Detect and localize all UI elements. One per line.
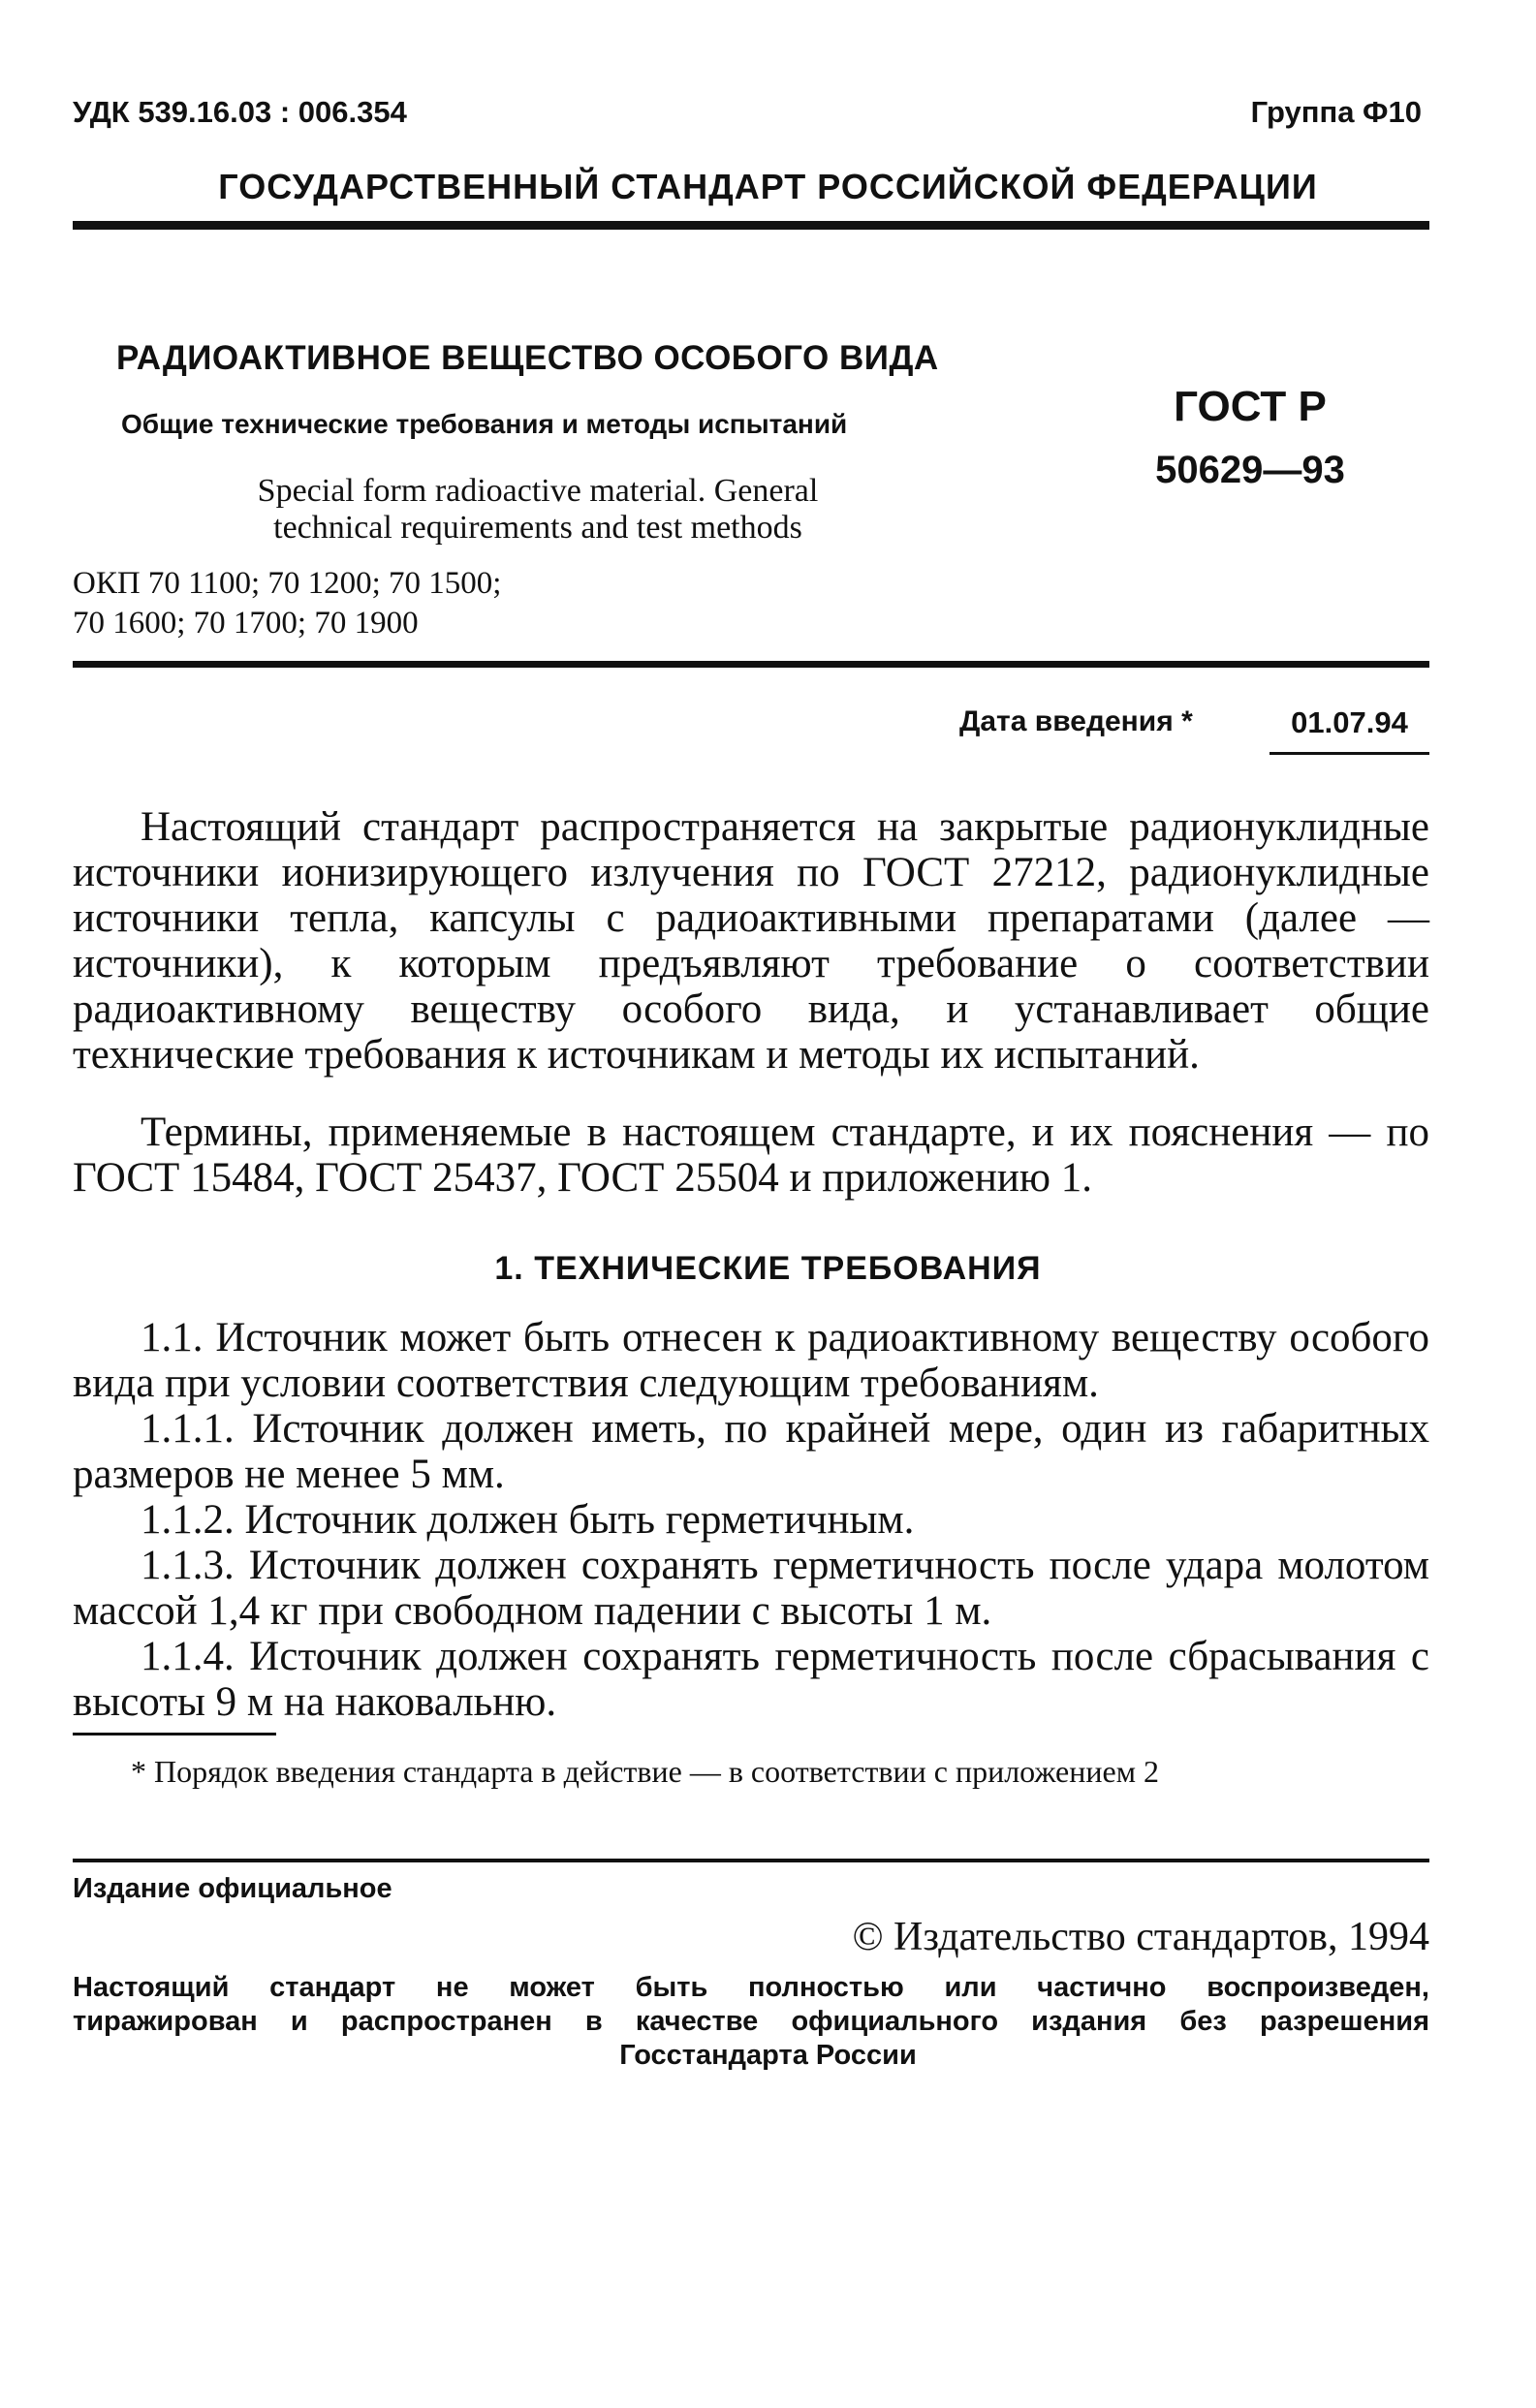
clause-1-1-2: 1.1.2. Источник должен быть герметичным. — [141, 1497, 915, 1543]
clause-1-1-1: 1.1.1. Источник должен иметь, по крайней мере, один из габаритных размеров не менее 5 мм. — [73, 1406, 1429, 1497]
state-standard-heading: ГОСУДАРСТВЕННЫЙ СТАНДАРТ РОССИЙСКОЙ ФЕДЕРАЦИИ — [218, 167, 1318, 206]
document-subtitle: Общие технические требования и методы испытаний — [121, 409, 848, 439]
intro-paragraph-1: Настоящий стандарт распространяется на закрытые радионуклидные источники ионизирующего излучения по ГОСТ 27212, радионуклидные источники тепла, капсулы с радиоактивными препаратами (далее — источники), к которым предъявляют требование о соответствии радиоактивному веществу особого вида, и устанавливает общие технические требования к источникам и методы их испытаний. — [73, 804, 1429, 1078]
clause-1-1-4: 1.1.4. Источник должен сохранять герметичность после сбрасывания с высоты 9 м на наковальню. — [73, 1634, 1429, 1725]
group-code: Группа Ф10 — [1250, 95, 1422, 129]
english-title-line1: Special form radioactive material. General — [257, 473, 819, 509]
section-heading: 1. ТЕХНИЧЕСКИЕ ТРЕБОВАНИЯ — [494, 1250, 1042, 1287]
reproduction-notice-line3: Госстандарта России — [619, 2040, 917, 2071]
clause-1-1: 1.1. Источник может быть отнесен к радиоактивному веществу особого вида при условии соответствия следующим требованиям. — [73, 1315, 1429, 1406]
footer-rule — [73, 1859, 1429, 1862]
title-block-rule — [73, 661, 1429, 668]
okp-codes-line1: ОКП 70 1100; 70 1200; 70 1500; — [73, 566, 502, 601]
intro-date-value: 01.07.94 — [1291, 705, 1408, 739]
copyright-notice: © Издательство стандартов, 1994 — [852, 1915, 1429, 1959]
gost-number: 50629—93 — [1155, 449, 1345, 491]
footnote: * Порядок введения стандарта в действие — в соответствии с приложением 2 — [131, 1754, 1159, 1789]
footnote-rule — [73, 1733, 276, 1736]
intro-date-label: Дата введения * — [959, 705, 1193, 737]
official-edition-label: Издание официальное — [73, 1873, 392, 1904]
intro-date-underline — [1270, 752, 1429, 755]
okp-codes-line2: 70 1600; 70 1700; 70 1900 — [73, 606, 419, 641]
reproduction-notice-line1: Настоящий стандарт не может быть полностью или частично воспроизведен, — [73, 1972, 1429, 2003]
document-title: РАДИОАКТИВНОЕ ВЕЩЕСТВО ОСОБОГО ВИДА — [116, 339, 939, 377]
clause-1-1-3: 1.1.3. Источник должен сохранять герметичность после удара молотом массой 1,4 кг при свободном падении с высоты 1 м. — [73, 1543, 1429, 1634]
reproduction-notice-line2: тиражирован и распространен в качестве официального издания без разрешения — [73, 2006, 1429, 2037]
intro-paragraph-2: Термины, применяемые в настоящем стандарте, и их пояснения — по ГОСТ 15484, ГОСТ 25437, ГОСТ 25504 и приложению 1. — [73, 1110, 1429, 1201]
english-title-line2: technical requirements and test methods — [273, 510, 802, 546]
header-rule — [73, 221, 1429, 230]
udk-code: УДК 539.16.03 : 006.354 — [73, 95, 407, 129]
gost-label: ГОСТ Р — [1174, 383, 1327, 430]
